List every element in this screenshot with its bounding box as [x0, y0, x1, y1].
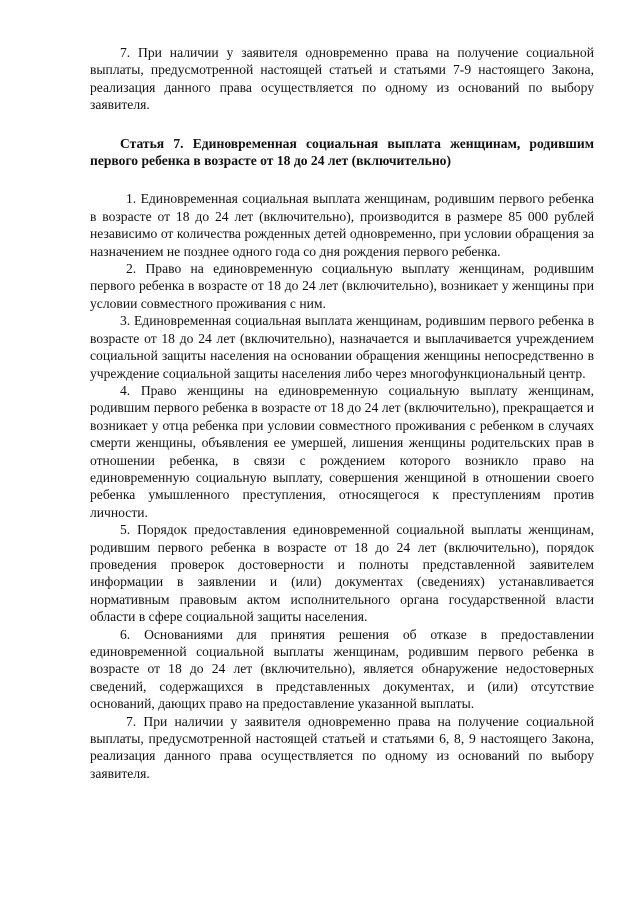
article-paragraph-3: 3. Единовременная социальная выплата женщинам, родившим первого ребенка в возрасте от 18 до 24 лет (включительно), назначается и выплачивается учреждением социальной защиты населения на основании обращения женщины непосредственно в учреждение социальной защиты населения либо через многофункциональный центр.: [90, 313, 594, 381]
article-paragraph-5: 5. Порядок предоставления единовременной социальной выплаты женщинам, родившим первого ребенка в возрасте от 18 до 24 лет (включительно), порядок проведения проверок достоверности и полноты представленной заявителем информации в заявлении и (или) документах (сведениях) устанавливается нормативным правовым актом исполнительного органа государственной власти области в сфере социальной защиты населения.: [90, 522, 594, 625]
article-paragraph-6: 6. Основаниями для принятия решения об отказе в предоставлении единовременной социальной выплаты женщинам, родившим первого ребенка в возрасте от 18 до 24 лет (включительно), является обнаружение недостоверных сведений, содержащихся в представленных документах, и (или) отсутствие оснований, дающих право на предоставление указанной выплаты.: [90, 626, 594, 712]
article-paragraph-2: 2. Право на единовременную социальную выплату женщинам, родившим первого ребенка в возрасте от 18 до 24 лет (включительно), возникает у женщины при условии совместного проживания с ним.: [90, 261, 594, 311]
article-heading: Статья 7. Единовременная социальная выплата женщинам, родившим первого ребенка в возрасте от 18 до 24 лет (включительно): [90, 135, 594, 169]
document-body: [90, 44, 594, 782]
article-paragraph-1: 1. Единовременная социальная выплата женщинам, родившим первого ребенка в возрасте от 18 до 24 лет (включительно), производится в размере 85 000 рублей независимо от количества рожденных детей одновременно, при условии обращения за назначением не позднее одного года со дня рождения первого ребенка.: [90, 191, 594, 259]
intro-paragraph: 7. При наличии у заявителя одновременно права на получение социальной выплаты, предусмотренной настоящей статьей и статьями 7-9 настоящего Закона, реализация данного права осуществляется по одному из оснований по выбору заявителя.: [90, 45, 594, 113]
article-paragraph-4: 4. Право женщины на единовременную социальную выплату женщинам, родившим первого ребенка в возрасте от 18 до 24 лет (включительно), прекращается и возникает у отца ребенка при условии совместного проживания с ребенком в случаях смерти женщины, объявления ее умершей, лишения женщины родительских прав в отношении ребенка, в связи с рождением которого возникло право на единовременную социальную выплату, совершения женщиной в отношении своего ребенка умышленного преступления, относящегося к преступлениям против личности.: [90, 382, 594, 520]
article-paragraph-7: 7. При наличии у заявителя одновременно права на получение социальной выплаты, предусмотренной настоящей статьей и статьями 6, 8, 9 настоящего Закона, реализация данного права осуществляется по одному из оснований по выбору заявителя.: [90, 713, 594, 781]
